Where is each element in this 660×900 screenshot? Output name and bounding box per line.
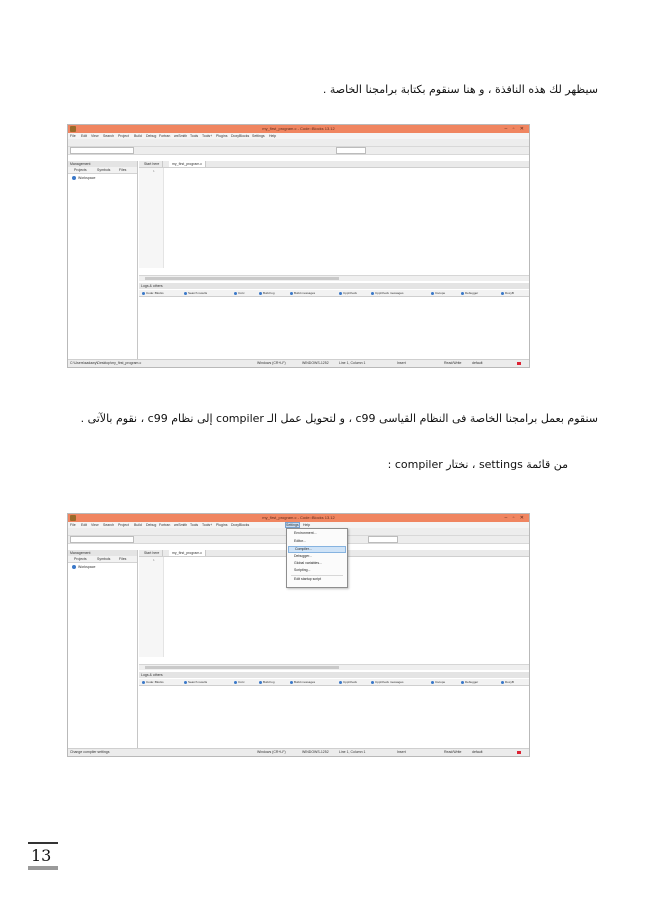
menu-file[interactable]: File: [70, 134, 76, 138]
page-number-rule-top: [28, 842, 58, 844]
menu-item-global-variables[interactable]: Global variables...: [294, 561, 323, 565]
codeblocks-screenshot-settings: [67, 513, 530, 757]
management-tabs: [68, 556, 137, 563]
log-tab-codeblocks[interactable]: Code::Blocks: [142, 679, 164, 685]
editor-tabs: [139, 161, 529, 168]
menu-help[interactable]: Help: [269, 134, 277, 138]
menu-tools[interactable]: Tools: [190, 134, 199, 138]
menu-doxyblocks[interactable]: DoxyBlocks: [231, 134, 250, 138]
toolbar-main: [68, 139, 529, 147]
log-tab-cppcheck[interactable]: CppCheck: [339, 290, 357, 296]
horizontal-scrollbar[interactable]: [139, 275, 529, 281]
menu-settings[interactable]: Settings: [286, 523, 299, 527]
menu-tools-plus[interactable]: Tools+: [202, 523, 213, 527]
status-eol: Windows (CR+LF): [257, 750, 286, 754]
menu-file[interactable]: File: [70, 523, 76, 527]
status-message: Change compiler settings: [70, 750, 110, 754]
menu-tools[interactable]: Tools: [190, 523, 199, 527]
line-number: 1: [153, 558, 155, 562]
paragraph-settings: من قائمة settings ، نختار compiler :: [387, 458, 568, 471]
status-bar: [68, 359, 529, 367]
status-mode: Insert: [397, 361, 406, 365]
menu-help[interactable]: Help: [303, 523, 311, 527]
log-tab-doxyblocks[interactable]: DoxyB: [501, 679, 514, 685]
window-title: my_first_program.c - Code::Blocks 13.12: [262, 515, 335, 520]
status-indicator-icon: [517, 362, 521, 365]
menu-tools-plus[interactable]: Tools+: [202, 134, 213, 138]
menu-settings[interactable]: Settings: [252, 134, 265, 138]
title-bar: [68, 514, 529, 522]
log-tab-cppcheck[interactable]: CppCheck: [339, 679, 357, 685]
menu-debug[interactable]: Debug: [146, 134, 157, 138]
log-tab-search-results[interactable]: Search results: [184, 679, 207, 685]
menu-view[interactable]: View: [91, 523, 99, 527]
horizontal-scrollbar[interactable]: [139, 664, 529, 670]
status-access: Read/Write: [444, 361, 462, 365]
status-path: C:\Users\sadawy\Desktop\my_first_program.c: [70, 361, 142, 365]
management-title: Management: [68, 550, 137, 556]
log-tab-cscope[interactable]: Cscope: [431, 290, 445, 296]
toolbar-secondary: [68, 147, 529, 155]
window-controls[interactable]: – ▫ ✕: [504, 515, 526, 521]
log-tab-cccc[interactable]: Cccc: [234, 679, 245, 685]
function-combo[interactable]: [368, 536, 398, 543]
tab-my-first-program[interactable]: my_first_program.c: [169, 161, 206, 167]
function-combo[interactable]: [336, 147, 366, 154]
menu-search[interactable]: Search: [103, 134, 115, 138]
title-bar: [68, 125, 529, 133]
status-lang: default: [472, 750, 483, 754]
menu-project[interactable]: Project: [118, 134, 129, 138]
menu-search[interactable]: Search: [103, 523, 115, 527]
status-encoding: WINDOWS-1252: [302, 361, 329, 365]
menu-build[interactable]: Build: [134, 134, 142, 138]
tab-files[interactable]: Files: [119, 557, 127, 561]
log-tab-build-log[interactable]: Build log: [259, 679, 275, 685]
menu-debug[interactable]: Debug: [146, 523, 157, 527]
codeblocks-screenshot-main: [67, 124, 530, 368]
status-position: Line 1, Column 1: [339, 750, 366, 754]
menu-edit[interactable]: Edit: [81, 134, 88, 138]
status-bar: [68, 748, 529, 756]
line-gutter: [139, 557, 164, 657]
status-eol: Windows (CR+LF): [257, 361, 286, 365]
log-tab-cppcheck-messages[interactable]: CppCheck messages: [371, 290, 404, 296]
toolbar-icons[interactable]: [71, 140, 215, 145]
status-mode: Insert: [397, 750, 406, 754]
paragraph-c99: سنقوم بعمل برامجنا الخاصة فى النظام القياسى c99 ، و لتحويل عمل الـ compiler إلى نظام c99 ، نقوم بالآتى .: [80, 412, 598, 425]
status-encoding: WINDOWS-1252: [302, 750, 329, 754]
menu-item-debugger[interactable]: Debugger...: [294, 554, 313, 558]
page-number: 13: [31, 846, 52, 865]
status-indicator-icon: [517, 751, 521, 754]
window-controls[interactable]: – ▫ ✕: [504, 126, 526, 132]
management-panel: [68, 550, 138, 749]
status-lang: default: [472, 361, 483, 365]
workspace-node[interactable]: Workspace: [72, 565, 95, 570]
log-tab-debugger[interactable]: Debugger: [461, 290, 478, 296]
tab-files[interactable]: Files: [119, 168, 127, 172]
scope-combo[interactable]: [70, 147, 134, 154]
page-number-rule-bottom: [28, 866, 58, 870]
management-title: Management: [68, 161, 137, 167]
tab-start-here[interactable]: Start here: [141, 161, 163, 167]
log-tab-build-messages[interactable]: Build messages: [290, 679, 315, 685]
tab-symbols[interactable]: Symbols: [97, 557, 111, 561]
scope-combo[interactable]: [70, 536, 134, 543]
menu-item-editor[interactable]: Editor...: [294, 539, 306, 543]
tab-start-here[interactable]: Start here: [141, 550, 163, 556]
logs-title: Logs & others: [139, 672, 529, 678]
tab-symbols[interactable]: Symbols: [97, 168, 111, 172]
tab-my-first-program[interactable]: my_first_program.c: [169, 550, 206, 556]
paragraph-intro: سيظهر لك هذه النافذة ، و هنا سنقوم بكتابة برامجنا الخاصة .: [322, 83, 598, 96]
logs-tabs: [139, 679, 529, 686]
logs-tabs: [139, 290, 529, 297]
menu-build[interactable]: Build: [134, 523, 142, 527]
log-tab-doxyblocks[interactable]: DoxyB: [501, 290, 514, 296]
menu-wxsmith[interactable]: wxSmith: [174, 523, 188, 527]
settings-menu: [286, 528, 348, 588]
management-tabs: [68, 167, 137, 174]
menu-item-edit-startup-script[interactable]: Edit startup script: [294, 577, 322, 581]
status-position: Line 1, Column 1: [339, 361, 366, 365]
tab-projects[interactable]: Projects: [74, 557, 87, 561]
log-tab-codeblocks[interactable]: Code::Blocks: [142, 290, 164, 296]
log-tab-cppcheck-messages[interactable]: CppCheck messages: [371, 679, 404, 685]
menu-wxsmith[interactable]: wxSmith: [174, 134, 188, 138]
menu-fortran[interactable]: Fortran: [159, 134, 171, 138]
log-tab-cscope[interactable]: Cscope: [431, 679, 445, 685]
line-gutter: [139, 168, 164, 268]
management-panel: [68, 161, 138, 360]
menu-edit[interactable]: Edit: [81, 523, 88, 527]
logs-title: Logs & others: [139, 283, 529, 289]
menu-item-environment[interactable]: Environment...: [294, 531, 317, 535]
log-tab-build-log[interactable]: Build log: [259, 290, 275, 296]
status-access: Read/Write: [444, 750, 462, 754]
line-number: 1: [153, 169, 155, 173]
menu-item-compiler[interactable]: Compiler...: [288, 546, 346, 553]
menu-view[interactable]: View: [91, 134, 99, 138]
menu-project[interactable]: Project: [118, 523, 129, 527]
menu-separator: [291, 575, 343, 576]
menu-item-scripting[interactable]: Scripting...: [294, 568, 311, 572]
menu-plugins[interactable]: Plugins: [216, 523, 228, 527]
log-tab-build-messages[interactable]: Build messages: [290, 290, 315, 296]
toolbar-icons[interactable]: [71, 529, 215, 534]
menu-fortran[interactable]: Fortran: [159, 523, 171, 527]
menu-doxyblocks[interactable]: DoxyBlocks: [231, 523, 250, 527]
log-tab-debugger[interactable]: Debugger: [461, 679, 478, 685]
log-tab-cccc[interactable]: Cccc: [234, 290, 245, 296]
log-tab-search-results[interactable]: Search results: [184, 290, 207, 296]
menu-plugins[interactable]: Plugins: [216, 134, 228, 138]
window-title: my_first_program.c - Code::Blocks 13.12: [262, 126, 335, 131]
workspace-node[interactable]: Workspace: [72, 176, 95, 181]
tab-projects[interactable]: Projects: [74, 168, 87, 172]
